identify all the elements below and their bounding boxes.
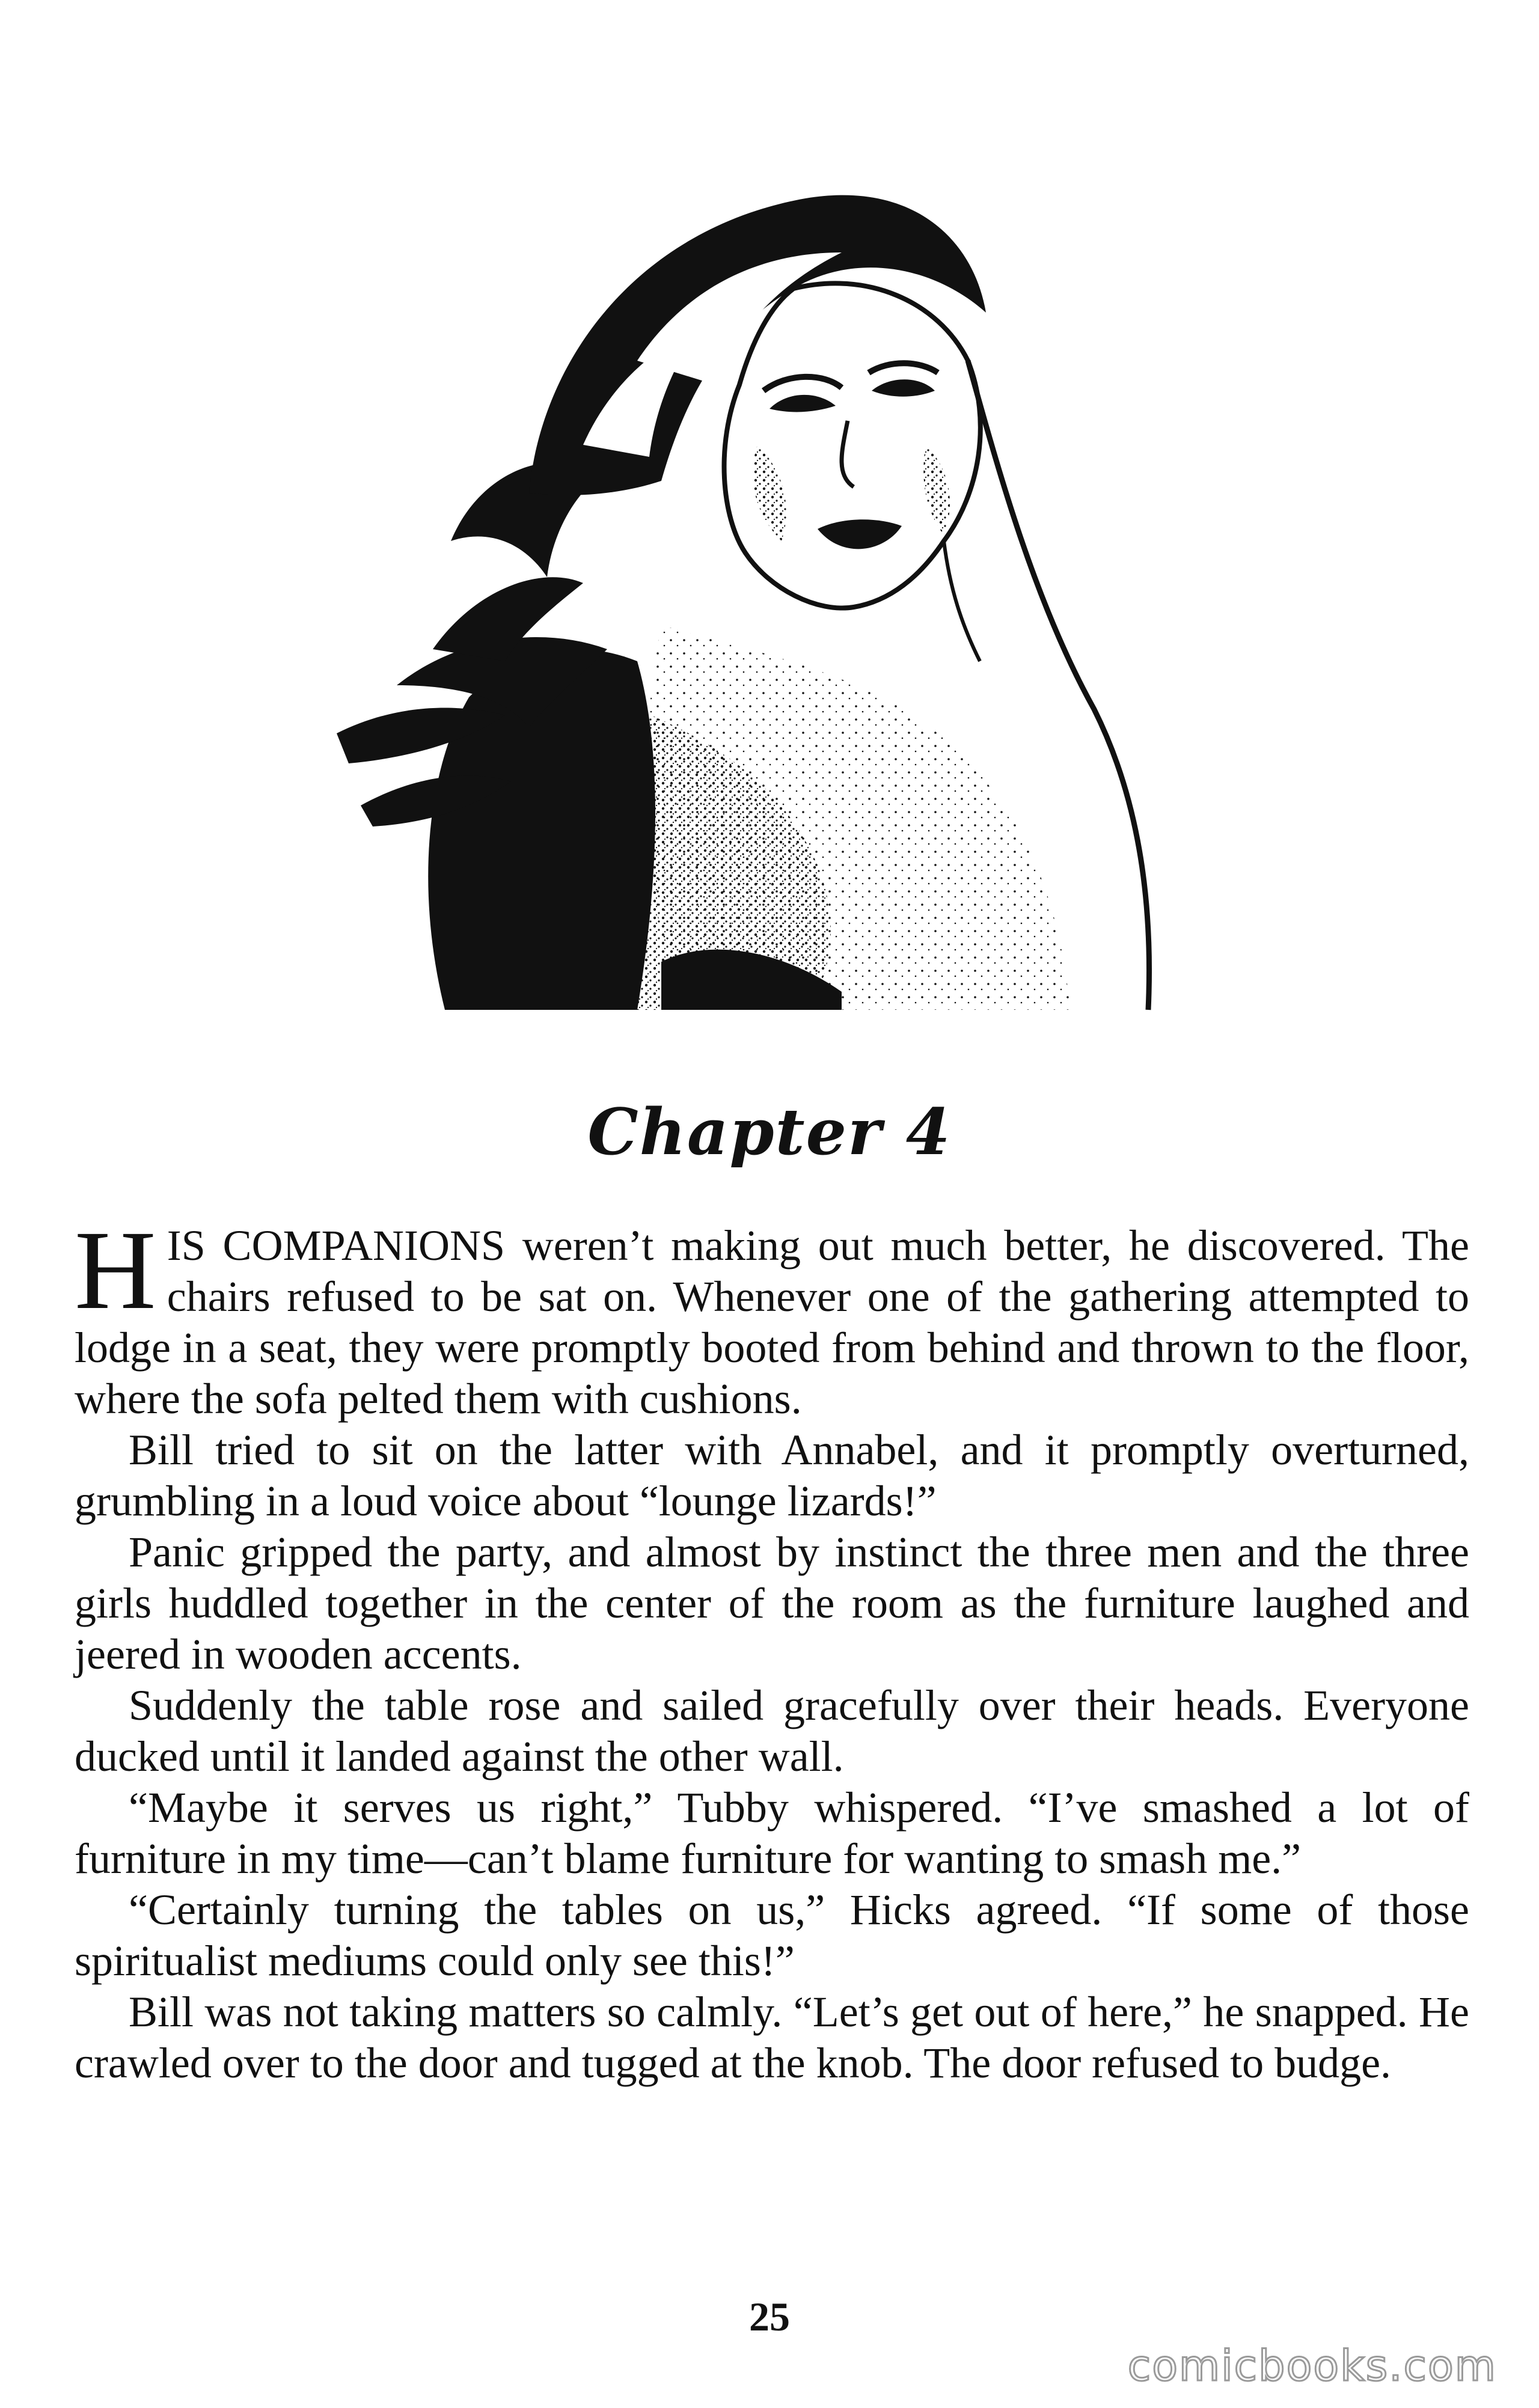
watermark: comicbooks.com xyxy=(1127,2341,1497,2391)
paragraph: Bill tried to sit on the latter with Annabel, and it promptly overturned, grumbling in a loud voice about “lounge lizards!” xyxy=(75,1426,1469,1525)
chapter-title: Chapter 4 xyxy=(587,1094,952,1169)
paragraph: “Maybe it serves us right,” Tubby whispered. “I’ve smashed a lot of furniture in my time—can’t blame furniture for wanting to smash me.” xyxy=(75,1783,1469,1883)
face xyxy=(724,283,981,608)
chapter-illustration xyxy=(325,108,1178,1022)
drop-cap: H xyxy=(75,1207,156,1333)
paragraph: Panic gripped the party, and almost by instinct the three men and the three girls huddled together in the center of the room as the furniture laughed and jeered in wooden accents. xyxy=(75,1528,1469,1678)
body-text xyxy=(75,1207,1469,2089)
page-number: 25 xyxy=(749,2294,790,2339)
paragraph: HIS COMPANIONS weren’t making out much better, he discovered. The chairs refused to be sat on. Whenever one of the gathering attempted to lodge in a seat, they were promptly booted from behind and thrown to the floor, where the sofa pelted them with cushions. xyxy=(75,1207,1469,1423)
paragraph: Bill was not taking matters so calmly. “Let’s get out of here,” he snapped. He crawled over to the door and tugged at the knob. The door refused to budge. xyxy=(75,1988,1469,2087)
paragraph: “Certainly turning the tables on us,” Hicks agreed. “If some of those spiritualist mediums could only see this!” xyxy=(75,1886,1469,1985)
paragraph: Suddenly the table rose and sailed gracefully over their heads. Everyone ducked until it landed against the other wall. xyxy=(75,1681,1469,1780)
